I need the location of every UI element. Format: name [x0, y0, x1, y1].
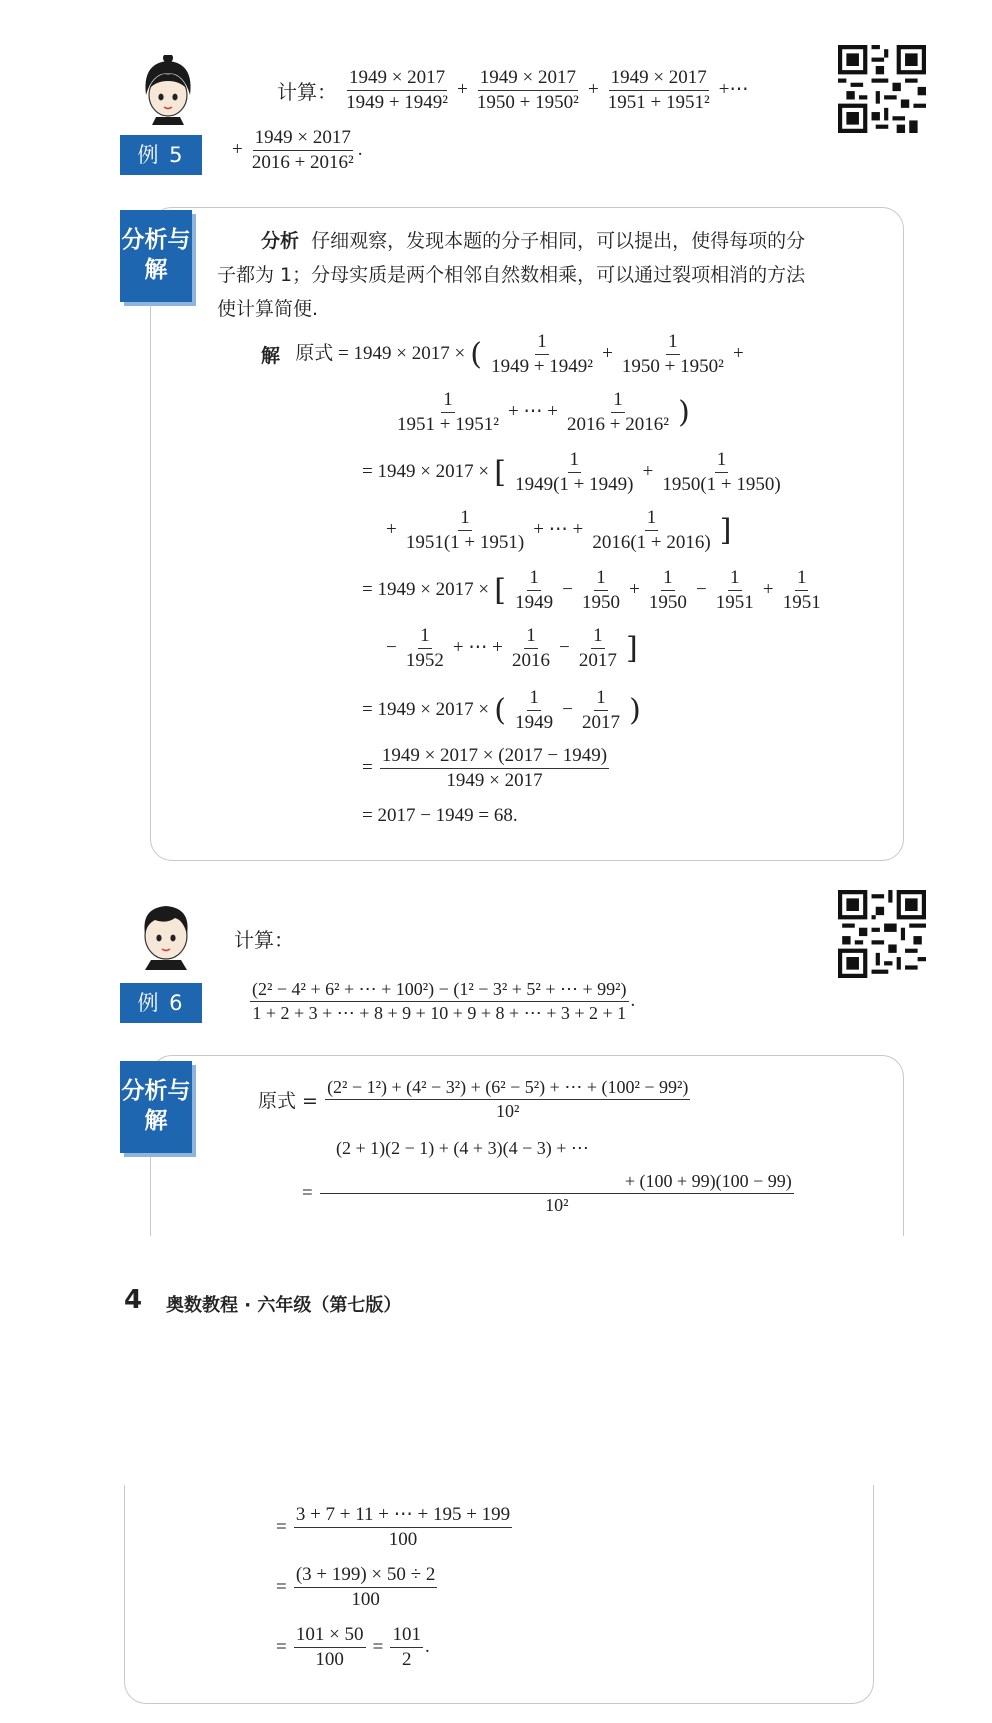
ellipsis: +⋯ — [718, 78, 749, 100]
solution-line-7: = 1949 × 2017 × ( $\frac{1}{1949}$ − $\frac{1}{2017}$ ) — [362, 687, 641, 733]
solution-line-8: = $\frac{1949 \times 2017 \times (2017 - 1949)}{1949 \times 2017}$ — [362, 745, 608, 791]
boy-avatar-icon — [133, 898, 199, 970]
solution-line-6: − $\frac{1}{1952}$ + ⋯ + $\frac{1}{2016}$ − $\frac{1}{2017}$ ] — [386, 625, 638, 671]
solution-line-5: = 1949 × 2017 × [ $\frac{1}{1949}$ − $\frac{1}{1950}$ + $\frac{1}{1950}$ − $\frac{1}{1951}$ + $\frac{1}{1951}$ — [362, 567, 821, 613]
example-5-question-cont: + $\frac{1949 \times 2017}{\text{2016 + 2016²}}$ . — [232, 127, 363, 173]
example-6-step-4: = $\frac{(3 + 199) \times 50 \div 2}{100}$ — [276, 1564, 436, 1610]
book-title: 奥数教程 · 六年级（第七版） — [166, 1295, 402, 1316]
qr-code-icon — [838, 890, 926, 978]
compute-prompt: 计算： — [277, 79, 337, 104]
analysis-label: 分析与解 — [120, 1061, 192, 1153]
term-3: $\frac{1949 \times 2017}{\text{1951 + 1951²}}$ — [607, 67, 710, 113]
solution-line-4: + $\frac{1}{1951(1 + 1951)}$ + ⋯ + $\frac{1}{2016(1 + 2016)}$ ] — [386, 507, 732, 553]
girl-avatar-icon — [136, 55, 200, 125]
analysis-text: 分析 仔细观察，发现本题的分子相同，可以提出，使得每项的分 子都为 1；分母实质是两个相邻自然数相乘，可以通过裂项相消的方法 使计算简便. — [217, 230, 806, 320]
solution-line-2: $\frac{1}{\text{1951 + 1951²}}$ + ⋯ + $\frac{1}{\text{2016 + 2016²}}$ ) — [397, 389, 690, 435]
page-number: 4 — [124, 1285, 143, 1315]
term-2: $\frac{1949 \times 2017}{\text{1950 + 1950²}}$ — [476, 67, 579, 113]
solution-final: = 2017 − 1949 = 68. — [362, 805, 518, 826]
term-1: $\frac{1949 \times 2017}{\text{1949 + 1949²}}$ — [346, 67, 449, 113]
qr-code-icon — [838, 45, 926, 133]
solution-line-3: = 1949 × 2017 × [ $\frac{1}{1949(1 + 1949)}$ + $\frac{1}{1950(1 + 1950)}$ — [362, 449, 781, 495]
example-5-label: 例 5 — [120, 135, 202, 175]
solution-line-1: 解 原式 = 1949 × 2017 × ( $\frac{1}{\text{1949 + 1949²}}$ + $\frac{1}{\text{1950 + 1950²}}$ + — [261, 331, 744, 377]
example-6-prompt: 计算： — [234, 928, 294, 952]
example-6-step-2-num-a: (2 + 1)(2 − 1) + (4 + 3)(4 − 3) + ⋯ — [336, 1138, 589, 1158]
example-6-step-2: = $\frac{+ (100 + 99)(100 - 99)}{\text{10²}}$ — [302, 1171, 792, 1215]
example-6-expression: $\frac{\text{(2² − 4² + 6² + ⋯ + 100²) − (1² − 3² + 5² + ⋯ + 99²)}}{1 + 2 + 3 + \cdots + 8 + 9 + 10 + 9 + 8 + \cdots + 3 + 2 + 1}$ . — [252, 979, 636, 1023]
term-last: $\frac{1949 \times 2017}{\text{2016 + 2016²}}$ — [251, 127, 354, 173]
example-6-step-5: = $\frac{101 \times 50}{100}$ = $\frac{101}{2}$ . — [276, 1624, 430, 1670]
analysis-label: 分析与解 — [120, 210, 192, 302]
example-5-question: 计算： $\frac{1949 \times 2017}{\text{1949 + 1949²}}$ + $\frac{1949 \times 2017}{\text{1950 + 1950²}}$ + $\frac{1949 \times 2017}{\text{1951 + 1951²}}$ +⋯ — [277, 67, 749, 113]
example-6-label: 例 6 — [120, 983, 202, 1023]
example-6-step-1: 原式 = $\frac{\text{(2² − 1²) + (4² − 3²) + (6² − 5²) + ⋯ + (100² − 99²)}}{\text{10²}}$ — [258, 1077, 689, 1121]
example-6-step-3: = $\frac{3 + 7 + 11 + \cdots + 195 + 199}{100}$ — [276, 1504, 511, 1550]
